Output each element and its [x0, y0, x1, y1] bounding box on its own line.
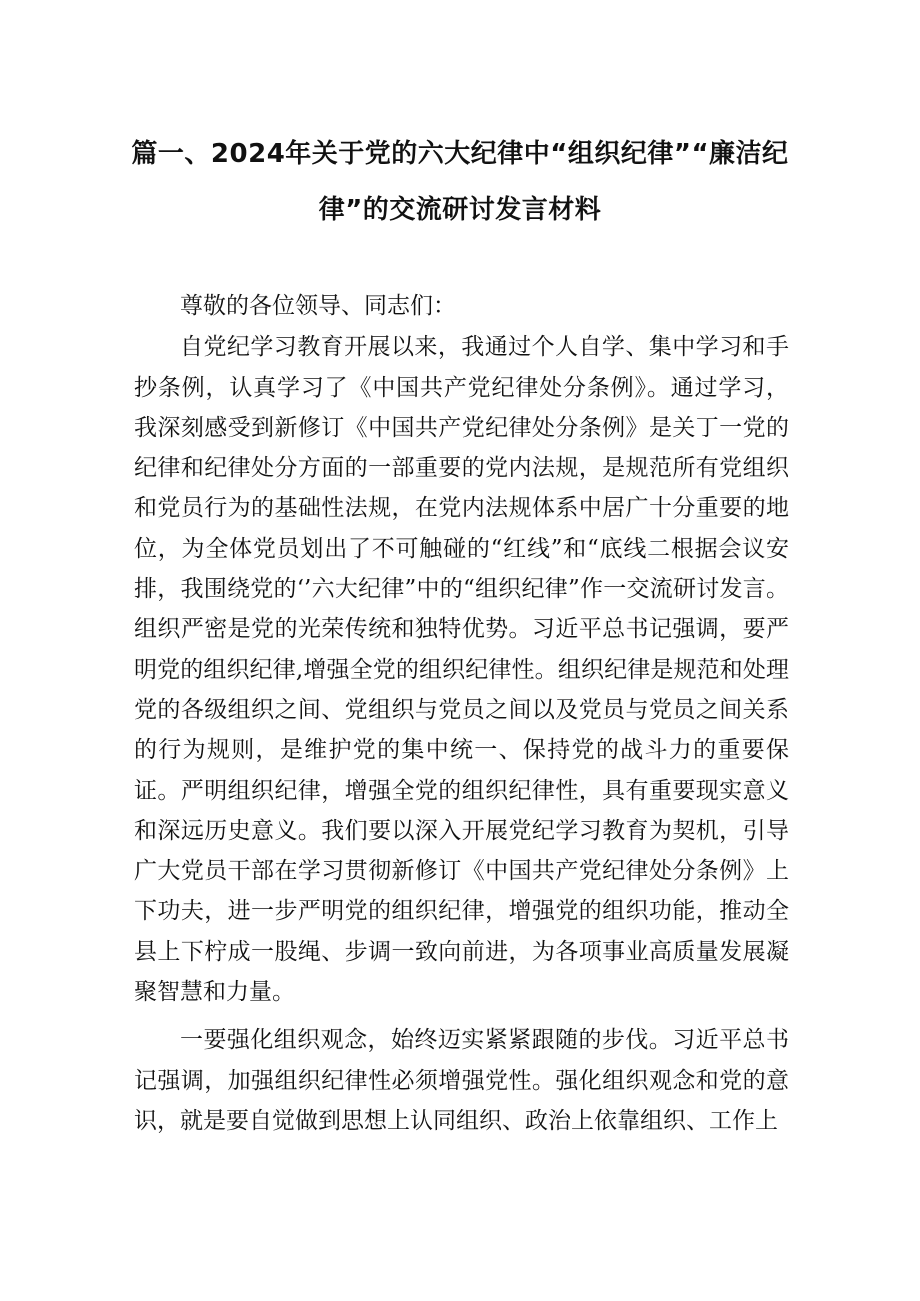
title-line-2: 律”的交流研讨发言材料	[318, 195, 602, 225]
title-line-1: 篇一、2024年关于党的六大纪律中“组织纪律”“廉洁纪	[131, 139, 789, 169]
document-title	[110, 126, 810, 238]
paragraph-1: 自党纪学习教育开展以来，我通过个人自学、集中学习和手抄条例，认真学习了《中国共产党纪律处分条例》。通过学习，我深刻感受到新修订《中国共产党纪律处分条例》是关丁一党的纪律和纪律处分方面的一部重要的党内法规，是规范所有党组织和党员行为的基础性法规，在党内法规体系中居广十分重要的地位，为全体党员划出了不可触碰的“红线”和“底线二根据会议安排，我围绕党的‘’六大纪律”中的“组织纪律”作一交流研讨发言。组织严密是党的光荣传统和独特优势。习近平总书记强调，要严明党的组织纪律,增强全党的组织纪律性。组织纪律是规范和处理党的各级组织之间、党组织与党员之间以及党员与党员之间关系的行为规则，是维护党的集中统一、保持党的战斗力的重要保证。严明组织纪律，增强全党的组织纪律性，具有重要现实意义和深远历史意义。我们要以深入开展党纪学习教育为契机，引导广大党员干部在学习贯彻新修订《中国共产党纪律处分条例》上下功夫，进一步严明党的组织纪律，增强党的组织功能，推动全县上下柠成一股绳、步调一致向前进，为各项事业高质量发展凝聚智慧和力量。	[134, 334, 789, 1006]
document-body	[134, 286, 789, 1141]
paragraph-2: 一要强化组织观念，始终迈实紧紧跟随的步伐。习近平总书记强调，加强组织纪律性必须增强党性。强化组织观念和党的意识，就是要自觉做到思想上认同组织、政治上依靠组织、工作上	[134, 1027, 789, 1134]
salutation: 尊敬的各位领导、同志们：	[180, 293, 456, 319]
